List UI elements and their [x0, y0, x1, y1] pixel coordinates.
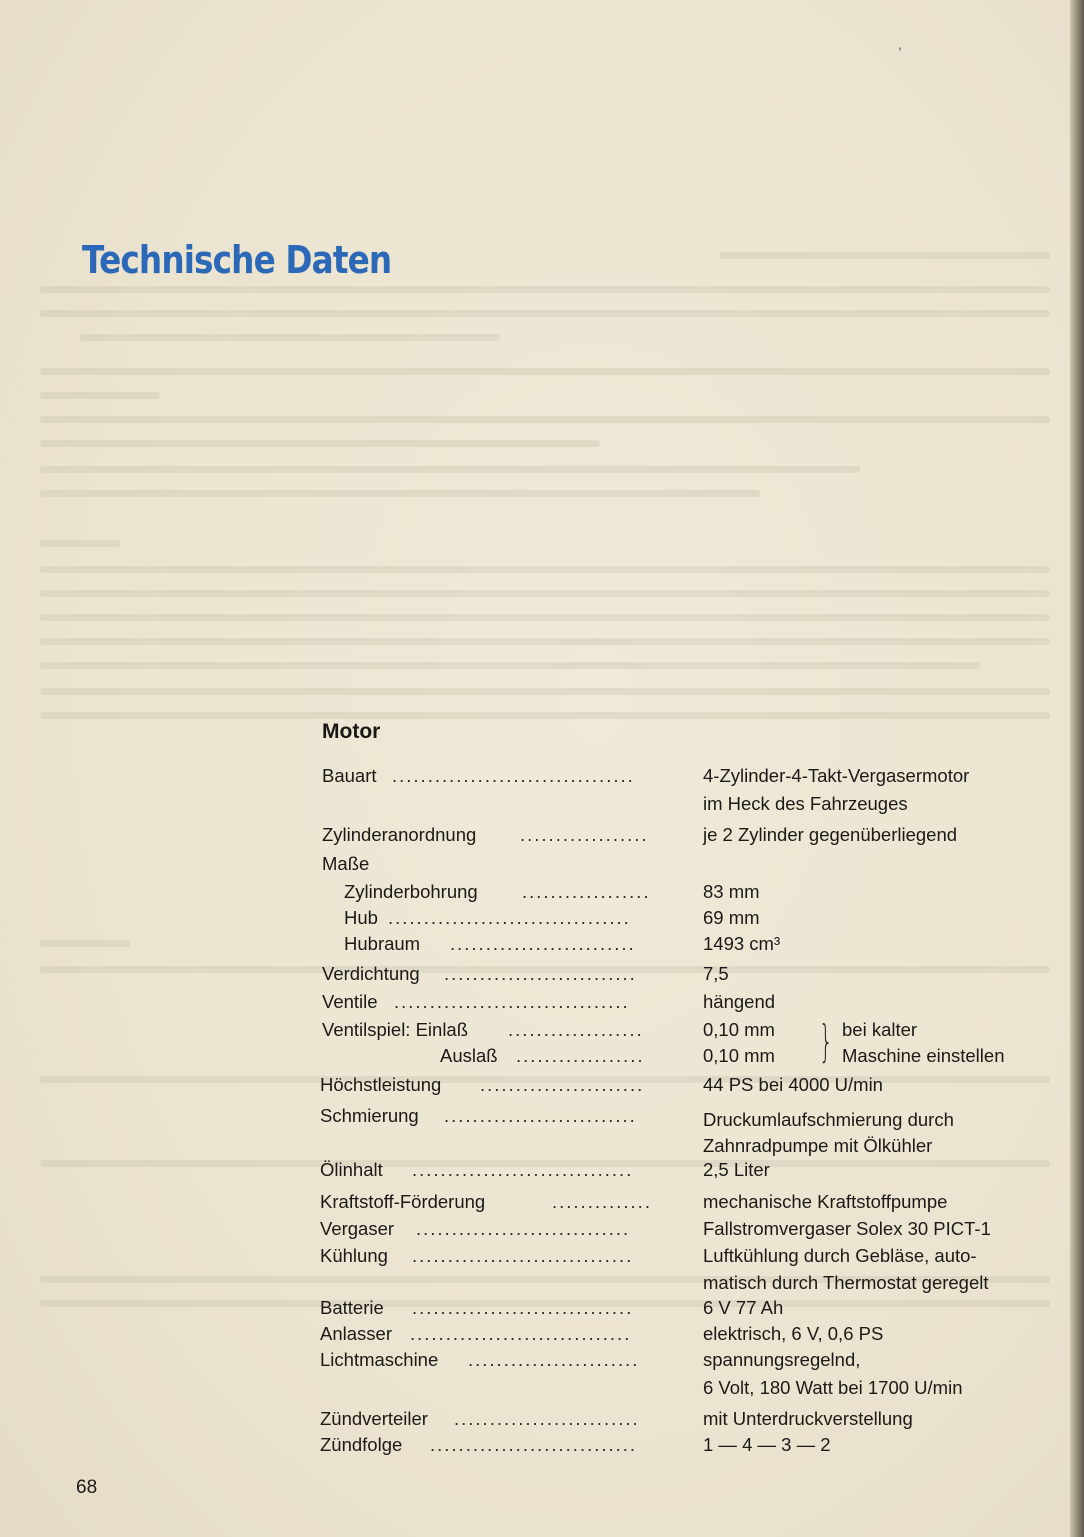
leader-dots: ............................. [430, 1434, 638, 1455]
spec-label: Kühlung [320, 1245, 388, 1266]
spec-value: 83 mm [703, 881, 760, 902]
leader-dots: ............................... [412, 1159, 634, 1180]
spec-value: 2,5 Liter [703, 1159, 770, 1180]
spec-value: je 2 Zylinder gegenüberliegend [703, 824, 958, 845]
spec-note: bei kalter [842, 1019, 918, 1040]
spec-value: 6 V 77 Ah [703, 1297, 784, 1318]
spec-value: Druckumlaufschmierung durch [703, 1109, 954, 1130]
spec-value: 7,5 [703, 963, 729, 984]
spec-label: Zündfolge [320, 1434, 403, 1455]
spec-label: Höchstleistung [320, 1074, 442, 1095]
leader-dots: .................................. [388, 907, 631, 928]
spec-label: Maße [322, 853, 370, 874]
spec-label: Bauart [322, 765, 377, 786]
spec-value: hängend [703, 991, 776, 1012]
spec-value: 1 — 4 — 3 — 2 [703, 1434, 831, 1455]
spec-value: 69 mm [703, 907, 760, 928]
spec-label: Schmierung [320, 1105, 419, 1126]
spec-value-cont: 6 Volt, 180 Watt bei 1700 U/min [703, 1377, 963, 1398]
leader-dots: .................................. [392, 765, 635, 786]
leader-dots: ........................... [444, 963, 637, 984]
leader-dots: .................. [516, 1045, 645, 1066]
spec-value: elektrisch, 6 V, 0,6 PS [703, 1323, 884, 1344]
spec-value: mit Unterdruckverstellung [703, 1408, 913, 1429]
leader-dots: ........................ [468, 1349, 640, 1370]
leader-dots: ....................... [480, 1074, 645, 1095]
spec-value: 1493 cm³ [703, 933, 781, 954]
spec-label: Lichtmaschine [320, 1349, 439, 1370]
spec-value: 44 PS bei 4000 U/min [703, 1074, 883, 1095]
leader-dots: .............................. [416, 1218, 631, 1239]
page-number: 68 [76, 1477, 98, 1498]
leader-dots: ................... [508, 1019, 644, 1040]
spec-label: Zylinderanordnung [322, 824, 477, 845]
brace-symbol: } [819, 1016, 833, 1067]
leader-dots: ........................... [444, 1105, 637, 1126]
page-mark: , [898, 36, 902, 52]
leader-dots: ................................. [394, 991, 630, 1012]
spec-label: Anlasser [320, 1323, 392, 1344]
page-edge [1070, 0, 1084, 1537]
leader-dots: .......................... [454, 1408, 640, 1429]
spec-label: Ventilspiel: Einlaß [322, 1019, 469, 1040]
leader-dots: ............................... [410, 1323, 632, 1344]
leader-dots: .................. [520, 824, 649, 845]
spec-label: Batterie [320, 1297, 384, 1318]
spec-label: Ventile [322, 991, 378, 1012]
leader-dots: .............. [552, 1191, 652, 1212]
spec-value: 0,10 mm [703, 1019, 775, 1040]
spec-label: Zylinderbohrung [344, 881, 478, 902]
spec-value-cont: matisch durch Thermostat geregelt [703, 1272, 989, 1293]
spec-value-cont: Zahnradpumpe mit Ölkühler [703, 1135, 933, 1156]
spec-value: 0,10 mm [703, 1045, 775, 1066]
spec-value-cont: im Heck des Fahrzeuges [703, 793, 908, 814]
spec-value: spannungsregelnd, [703, 1349, 861, 1370]
spec-label: Zündverteiler [320, 1408, 428, 1429]
spec-value: 4-Zylinder-4-Takt-Vergasermotor [703, 765, 970, 786]
spec-label: Auslaß [440, 1045, 498, 1066]
spec-value: mechanische Kraftstoffpumpe [703, 1191, 948, 1212]
spec-label: Verdichtung [322, 963, 420, 984]
spec-value: Luftkühlung durch Gebläse, auto- [703, 1245, 977, 1266]
spec-note: Maschine einstellen [842, 1045, 1005, 1066]
page-heading: Technische Daten [82, 238, 392, 282]
spec-label: Hub [344, 907, 378, 928]
spec-label: Kraftstoff-Förderung [320, 1191, 486, 1212]
leader-dots: .......................... [450, 933, 636, 954]
leader-dots: ............................... [412, 1245, 634, 1266]
spec-label: Vergaser [320, 1218, 395, 1239]
section-title: Motor [322, 720, 381, 743]
leader-dots: .................. [522, 881, 651, 902]
leader-dots: ............................... [412, 1297, 634, 1318]
spec-label: Hubraum [344, 933, 421, 954]
spec-label: Ölinhalt [320, 1159, 383, 1180]
spec-value: Fallstromvergaser Solex 30 PICT-1 [703, 1218, 991, 1239]
